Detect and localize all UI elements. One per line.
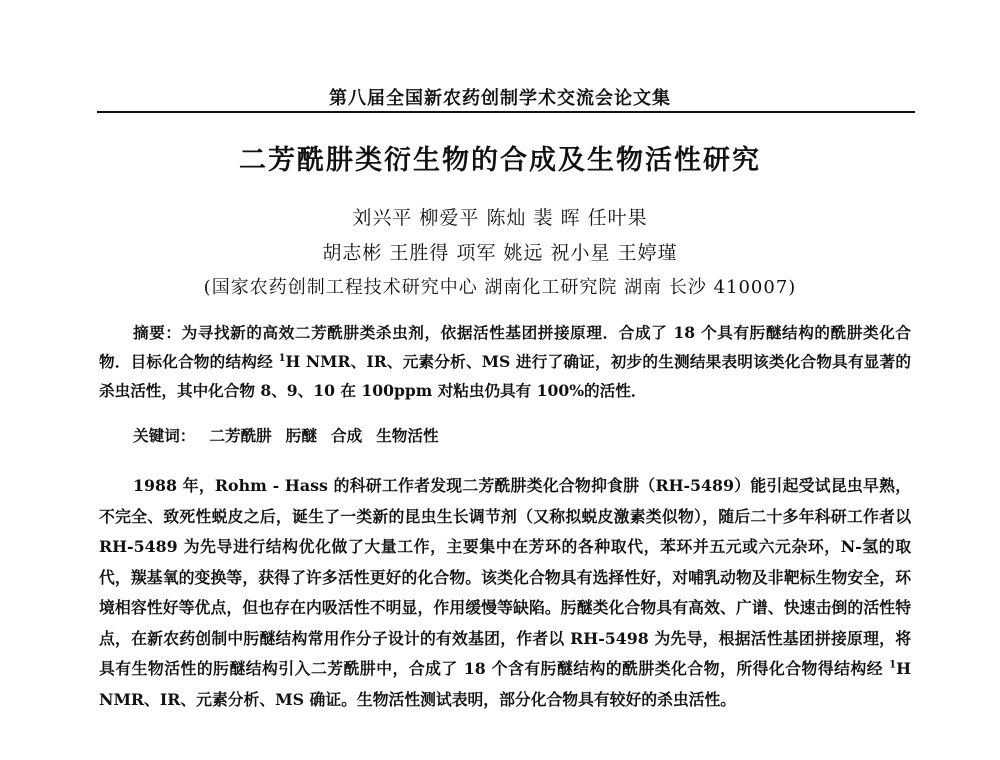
abstract-sup: 1	[278, 352, 286, 364]
body-text-b: H NMR、IR、元素分析、MS 确证。生物活性测试表明，部分化合物具有较好的杀虫活性。	[99, 659, 911, 709]
affiliation: (国家农药创制工程技术研究中心 湖南化工研究院 湖南 长沙 410007)	[203, 277, 797, 298]
body-text-a: 1988 年，Rohm - Hass 的科研工作者发现二芳酰肼类化合物抑食肼（RH-5489）能引起受试昆虫早熟，不完全、致死性蜕皮之后，诞生了一类新的昆虫生长调节剂（又称拟蜕皮激素类似物），随后二十多年科研工作者以 RH-5489 为先导进行结构优化做了大量工作，主要集中在芳环的各种取代，苯环并五元或六元杂环，N-氢的取代，羰基氧的变换等，获得了许多活性更好的化合物。该类化合物具有选择性好，对哺乳动物及非靶标生物安全，环境相容性好等优点，但也存在内吸活性不明显，作用缓慢等缺陷。肟醚类化合物具有高效、广谱、快速击倒的活性特点，在新农药创制中肟醚结构常用作分子设计的有效基团，作者以 RH-5498 为先导，根据活性基团拼接原理，将具有生物活性的肟醚结构引入二芳酰肼中，合成了 18 个含有肟醚结构的酰肼类化合物，所得化合物得结构经	[99, 476, 911, 678]
keyword-item: 二芳酰肼	[209, 426, 272, 445]
abstract-label: 摘要：	[133, 323, 182, 342]
abstract-text-a: 为寻找新的高效二芳酰肼类杀虫剂，依据活性基团拼接原理．合成了 18 个具有肟醚结构的酰肼类化合物．目标化合物的结构经	[99, 323, 911, 371]
authors-line-2: 胡志彬 王胜得 项军 姚远 祝小星 王婷瑾	[322, 242, 678, 264]
body-paragraph	[99, 471, 911, 715]
running-header: 第八届全国新农药创制学术交流会论文集	[329, 88, 671, 109]
keyword-item: 合成	[330, 426, 363, 445]
keyword-item: 生物活性	[376, 426, 439, 445]
header-rule	[97, 111, 915, 113]
abstract-text-b: H NMR、IR、元素分析、MS 进行了确证，初步的生测结果表明该类化合物具有显著的杀虫活性，其中化合物 8、9、10 在 100ppm 对粘虫仍具有 100%的活性．	[99, 352, 911, 400]
keywords-label: 关键词：	[133, 426, 196, 445]
abstract	[99, 318, 911, 405]
body-sup: 1	[889, 659, 897, 671]
paper-title: 二芳酰肼类衍生物的合成及生物活性研究	[239, 145, 761, 176]
authors-line-1: 刘兴平 柳爱平 陈灿 裴 晖 任叶果	[352, 207, 648, 229]
keywords	[133, 424, 453, 446]
keyword-item: 肟醚	[285, 426, 317, 445]
